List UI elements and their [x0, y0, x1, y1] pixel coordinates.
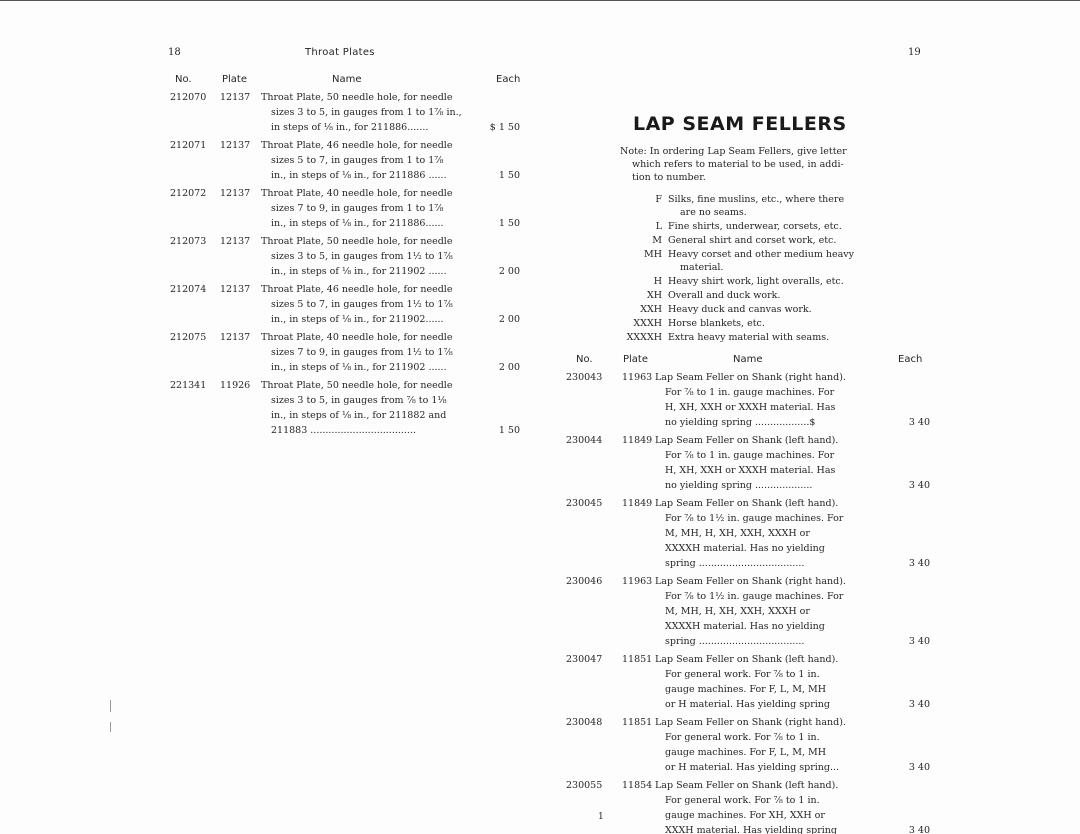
item-number: 212075 [170, 332, 207, 343]
item-number: 230047 [566, 654, 603, 665]
description-line: XXXXH material. Has no yielding [665, 621, 825, 632]
table-row [566, 496, 936, 571]
material-code: H [653, 276, 662, 287]
col-header-each: Each [496, 74, 521, 85]
description-line: Throat Plate, 46 needle hole, for needle [261, 140, 453, 151]
page-number: 19 [908, 47, 921, 58]
description-line: Lap Seam Feller on Shank (left hand). [655, 498, 839, 509]
description-line: in., in steps of ⅛ in., for 211902...... [271, 314, 444, 325]
description-line: H, XH, XXH or XXXH material. Has [665, 402, 836, 413]
item-number: 212071 [170, 140, 207, 151]
table-row [566, 652, 936, 712]
description-line: Lap Seam Feller on Shank (right hand). [655, 372, 846, 383]
ordering-note [620, 145, 847, 184]
item-number: 212070 [170, 92, 207, 103]
description-line: Throat Plate, 50 needle hole, for needle [261, 380, 453, 391]
description-line: no yielding spring ..................$ [665, 417, 816, 428]
plate-number: 12137 [220, 284, 251, 295]
item-number: 230046 [566, 576, 603, 587]
table-row [170, 90, 530, 135]
description-line: Lap Seam Feller on Shank (right hand). [655, 717, 846, 728]
material-item [618, 248, 918, 274]
description-line: For general work. For ⅞ to 1 in. [665, 669, 820, 680]
item-number: 212073 [170, 236, 207, 247]
plate-number: 11851 [622, 717, 653, 728]
item-number: 230044 [566, 435, 603, 446]
item-number: 230048 [566, 717, 603, 728]
material-code: XXH [640, 304, 662, 315]
material-item [618, 317, 918, 330]
description-line: Throat Plate, 40 needle hole, for needle [261, 332, 453, 343]
material-description: Heavy corset and other medium heavy [668, 249, 854, 260]
price: 3 40 [908, 417, 930, 428]
table-row [170, 378, 530, 438]
scan-speck [110, 722, 111, 732]
table-row [566, 433, 936, 493]
description-line: 211883 ................................... [271, 425, 416, 436]
col-header-name: Name [332, 74, 362, 85]
price: 2 00 [498, 314, 520, 325]
material-description: Overall and duck work. [668, 290, 781, 301]
col-header-plate: Plate [623, 354, 649, 365]
description-line: gauge machines. For XH, XXH or [665, 810, 825, 821]
description-line: For ⅞ to 1½ in. gauge machines. For [665, 513, 844, 524]
description-line: Lap Seam Feller on Shank (left hand). [655, 435, 839, 446]
plate-number: 11849 [622, 498, 653, 509]
table-row [566, 778, 936, 834]
scan-speck [110, 700, 111, 712]
material-code: XXXXH [626, 332, 662, 343]
material-code: M [652, 235, 662, 246]
price: 1 50 [498, 425, 520, 436]
description-line: in., in steps of ⅛ in., for 211902 ...... [271, 362, 447, 373]
description-line: sizes 3 to 5, in gauges from 1 to 1⅞ in., [271, 107, 462, 118]
description-line: XXXXH material. Has no yielding [665, 543, 825, 554]
plate-number: 12137 [220, 236, 251, 247]
note-line: Note: In ordering Lap Seam Fellers, give letter [620, 146, 847, 157]
material-item [618, 303, 918, 316]
material-description: Horse blankets, etc. [668, 318, 765, 329]
description-line: in., in steps of ⅛ in., for 211886...... [271, 218, 444, 229]
plate-number: 12137 [220, 140, 251, 151]
item-number: 212072 [170, 188, 207, 199]
description-line: For ⅞ to 1½ in. gauge machines. For [665, 591, 844, 602]
description-line: Throat Plate, 50 needle hole, for needle [261, 92, 453, 103]
page-number: 18 [168, 47, 181, 58]
plate-number: 11851 [622, 654, 653, 665]
price: 3 40 [908, 825, 930, 834]
table-row [566, 574, 936, 649]
description-line: Lap Seam Feller on Shank (right hand). [655, 576, 846, 587]
material-description: are no seams. [680, 207, 747, 218]
price: 1 50 [498, 218, 520, 229]
description-line: Lap Seam Feller on Shank (left hand). [655, 654, 839, 665]
table-row [170, 138, 530, 183]
material-description: Heavy shirt work, light overalls, etc. [668, 276, 844, 287]
description-line: For general work. For ⅞ to 1 in. [665, 732, 820, 743]
col-header-each: Each [898, 354, 923, 365]
material-code: F [655, 194, 662, 205]
table-row [170, 330, 530, 375]
description-line: or H material. Has yielding spring... [665, 762, 840, 773]
note-line: tion to number. [632, 172, 706, 183]
description-line: Throat Plate, 46 needle hole, for needle [261, 284, 453, 295]
description-line: sizes 5 to 7, in gauges from 1 to 1⅞ [271, 155, 444, 166]
material-item [618, 331, 918, 344]
col-header-no: No. [175, 74, 192, 85]
material-code: XXXH [633, 318, 662, 329]
material-item [618, 275, 918, 288]
description-line: no yielding spring ................... [665, 480, 813, 491]
description-line: M, MH, H, XH, XXH, XXXH or [665, 606, 810, 617]
price: 3 40 [908, 558, 930, 569]
item-number: 212074 [170, 284, 207, 295]
plate-number: 11963 [622, 576, 653, 587]
material-description: Heavy duck and canvas work. [668, 304, 812, 315]
price: 3 40 [908, 699, 930, 710]
plate-number: 11926 [220, 380, 251, 391]
footer-mark: 1 [598, 812, 604, 822]
material-description: Silks, fine muslins, etc., where there [668, 194, 845, 205]
description-line: sizes 3 to 5, in gauges from ⅞ to 1⅛ [271, 395, 447, 406]
description-line: in., in steps of ⅛ in., for 211886 ...... [271, 170, 447, 181]
col-header-no: No. [576, 354, 593, 365]
table-row [170, 186, 530, 231]
item-number: 221341 [170, 380, 207, 391]
col-header-name: Name [733, 354, 763, 365]
description-line: M, MH, H, XH, XXH, XXXH or [665, 528, 810, 539]
price: 2 00 [498, 362, 520, 373]
description-line: sizes 3 to 5, in gauges from 1½ to 1⅞ [271, 251, 453, 262]
description-line: XXXH material. Has yielding spring [665, 825, 838, 834]
material-description: Extra heavy material with seams. [668, 332, 830, 343]
material-code: MH [643, 249, 662, 260]
price: 1 50 [498, 170, 520, 181]
description-line: gauge machines. For F, L, M, MH [665, 684, 827, 695]
description-line: sizes 7 to 9, in gauges from 1½ to 1⅞ [271, 347, 453, 358]
material-description: Fine shirts, underwear, corsets, etc. [668, 221, 842, 232]
price: 3 40 [908, 636, 930, 647]
plate-number: 11854 [622, 780, 653, 791]
table-row [566, 715, 936, 775]
description-line: Throat Plate, 50 needle hole, for needle [261, 236, 453, 247]
description-line: spring ................................... [665, 636, 805, 647]
plate-number: 12137 [220, 92, 251, 103]
description-line: spring ................................... [665, 558, 805, 569]
table-row [170, 282, 530, 327]
section-title: LAP SEAM FELLERS [633, 113, 847, 135]
item-number: 230043 [566, 372, 603, 383]
col-header-plate: Plate [222, 74, 248, 85]
description-line: H, XH, XXH or XXXH material. Has [665, 465, 836, 476]
description-line: or H material. Has yielding spring [665, 699, 831, 710]
right-page [540, 0, 1080, 834]
material-item [618, 220, 918, 233]
price: 2 00 [498, 266, 520, 277]
description-line: For ⅞ to 1 in. gauge machines. For [665, 450, 835, 461]
material-item [618, 193, 918, 219]
table-row [170, 234, 530, 279]
description-line: sizes 5 to 7, in gauges from 1½ to 1⅞ [271, 299, 453, 310]
item-number: 230045 [566, 498, 603, 509]
running-head: Throat Plates [305, 47, 375, 58]
note-line: which refers to material to be used, in addi- [632, 159, 844, 170]
plate-number: 11849 [622, 435, 653, 446]
material-item [618, 289, 918, 302]
plate-number: 12137 [220, 332, 251, 343]
description-line: in., in steps of ⅛ in., for 211902 ...... [271, 266, 447, 277]
price: 3 40 [908, 480, 930, 491]
table-row [566, 370, 936, 430]
description-line: in steps of ⅛ in., for 211886....... [271, 122, 429, 133]
description-line: For general work. For ⅞ to 1 in. [665, 795, 820, 806]
description-line: Throat Plate, 40 needle hole, for needle [261, 188, 453, 199]
price: 3 40 [908, 762, 930, 773]
material-code: L [655, 221, 662, 232]
material-item [618, 234, 918, 247]
description-line: For ⅞ to 1 in. gauge machines. For [665, 387, 835, 398]
plate-number: 11963 [622, 372, 653, 383]
material-description: General shirt and corset work, etc. [668, 235, 837, 246]
price: $ 1 50 [489, 122, 520, 133]
plate-number: 12137 [220, 188, 251, 199]
description-line: Lap Seam Feller on Shank (left hand). [655, 780, 839, 791]
item-number: 230055 [566, 780, 603, 791]
description-line: gauge machines. For F, L, M, MH [665, 747, 827, 758]
description-line: sizes 7 to 9, in gauges from 1 to 1⅞ [271, 203, 444, 214]
description-line: in., in steps of ⅛ in., for 211882 and [271, 410, 447, 421]
material-code: XH [646, 290, 662, 301]
material-description: material. [680, 262, 724, 273]
